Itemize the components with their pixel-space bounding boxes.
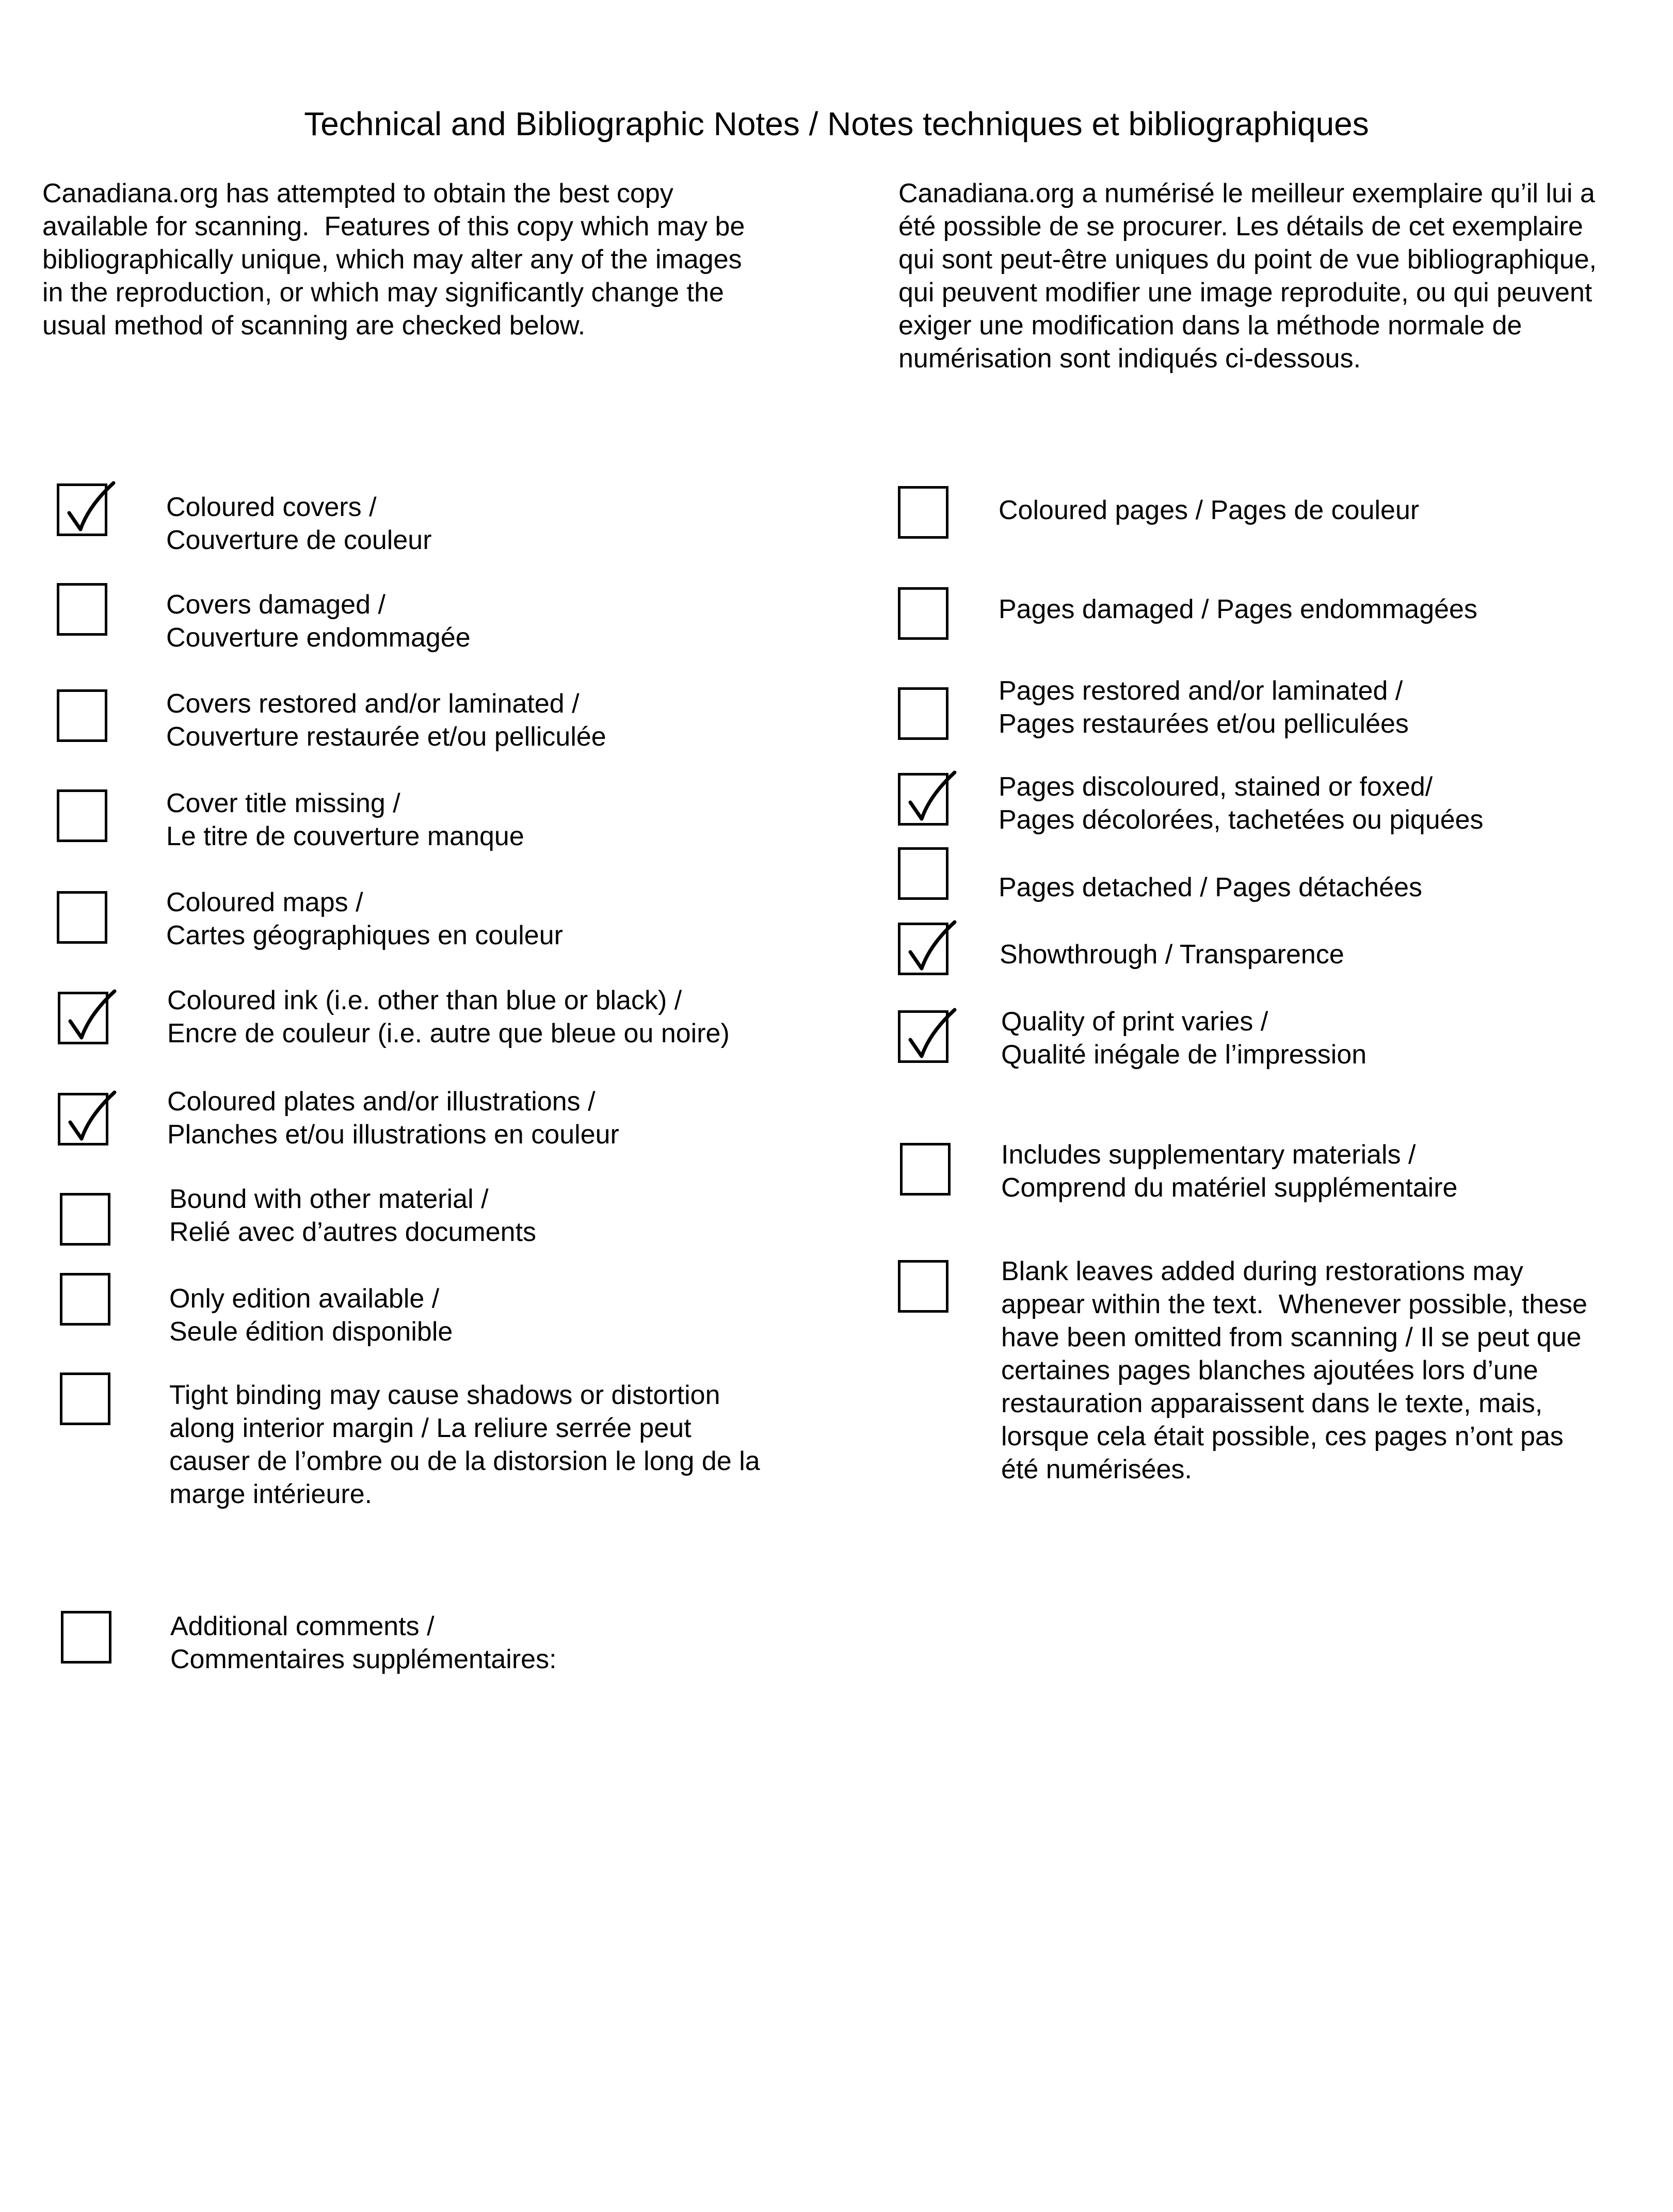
checkbox-coloured-pages[interactable] [898, 486, 948, 539]
checkbox-quality-of-print[interactable] [898, 1010, 948, 1063]
check-mark-icon [898, 1003, 960, 1064]
checkbox-pages-detached[interactable] [898, 847, 948, 900]
check-mark-icon [898, 765, 960, 827]
intro-text-french: Canadiana.org a numérisé le meilleur exemplaire qu’il lui a été possible de se procurer. Les détails de cet exemplaire qui sont peut-être uniques du point de vue bibliographique, qui peuvent modifier une image reproduite, ou qui peuvent exiger une modification dans la méthode normale de numérisation sont indiqués ci-dessous. [898, 179, 1597, 374]
checkbox-only-edition[interactable] [60, 1273, 110, 1326]
checkbox-coloured-ink[interactable] [58, 992, 108, 1044]
note-label-supplementary-materials: Includes supplementary materials / Comprend du matériel supplémentaire [1001, 1140, 1458, 1203]
checkbox-additional-comments[interactable] [61, 1611, 111, 1664]
note-label-quality-of-print: Quality of print varies / Qualité inégale de l’impression [1001, 1007, 1367, 1070]
checkbox-pages-damaged[interactable] [898, 587, 948, 640]
note-label-covers-damaged: Covers damaged / Couverture endommagée [166, 590, 471, 653]
note-label-showthrough: Showthrough / Transparence [1000, 940, 1344, 970]
note-label-coloured-plates: Coloured plates and/or illustrations / Planches et/ou illustrations en couleur [167, 1087, 619, 1150]
note-label-pages-discoloured: Pages discoloured, stained or foxed/ Pages décolorées, tachetées ou piquées [999, 772, 1484, 835]
check-mark-icon [57, 476, 119, 538]
note-label-tight-binding: Tight binding may cause shadows or distortion along interior margin / La reliure serrée peut causer de l’ombre ou de la distorsion le long de la marge intérieure. [169, 1380, 760, 1509]
note-label-pages-damaged: Pages damaged / Pages endommagées [999, 594, 1477, 624]
checkbox-cover-title-missing[interactable] [57, 789, 107, 842]
checkbox-coloured-covers[interactable] [57, 483, 107, 536]
check-mark-icon [58, 984, 120, 1046]
note-label-pages-restored: Pages restored and/or laminated / Pages restaurées et/ou pelliculées [999, 676, 1409, 739]
checkbox-covers-restored[interactable] [57, 689, 107, 742]
checkbox-coloured-plates[interactable] [58, 1093, 108, 1145]
checkbox-pages-discoloured[interactable] [898, 773, 948, 826]
checkbox-pages-restored[interactable] [898, 687, 948, 740]
checkbox-showthrough[interactable] [898, 923, 948, 975]
note-label-coloured-ink: Coloured ink (i.e. other than blue or black) / Encre de couleur (i.e. autre que bleue ou noire) [167, 986, 730, 1048]
note-label-blank-leaves: Blank leaves added during restorations may appear within the text. Whenever possible, these have been omitted from scanning / Il se peut que certaines pages blanches ajoutées lors d’une restauration apparaissent dans le texte, mais, lorsque cela était possible, ces pages n’ont pas été numérisées. [1001, 1256, 1587, 1484]
note-label-bound-with-other: Bound with other material / Relié avec d’autres documents [169, 1184, 537, 1247]
note-label-coloured-covers: Coloured covers / Couverture de couleur [166, 492, 432, 555]
checkbox-coloured-maps[interactable] [57, 891, 107, 944]
note-label-coloured-pages: Coloured pages / Pages de couleur [999, 495, 1420, 525]
note-label-only-edition: Only edition available / Seule édition disponible [169, 1284, 453, 1347]
note-label-cover-title-missing: Cover title missing / Le titre de couverture manque [166, 788, 524, 851]
checkbox-supplementary-materials[interactable] [900, 1143, 951, 1196]
note-label-coloured-maps: Coloured maps / Cartes géographiques en couleur [166, 887, 563, 950]
checkbox-bound-with-other[interactable] [60, 1193, 110, 1246]
note-label-additional-comments: Additional comments / Commentaires supplémentaires: [170, 1611, 557, 1674]
note-label-pages-detached: Pages detached / Pages détachées [999, 873, 1423, 902]
page-title: Technical and Bibliographic Notes / Notes techniques et bibliographiques [304, 105, 1369, 142]
check-mark-icon [58, 1085, 120, 1147]
intro-text-english: Canadiana.org has attempted to obtain the best copy available for scanning. Features of this copy which may be bibliographically unique, which may alter any of the images in the reproduction, or which may significantly change the usual method of scanning are checked below. [42, 179, 745, 341]
check-mark-icon [898, 915, 960, 977]
checkbox-tight-binding[interactable] [60, 1373, 110, 1425]
checkbox-covers-damaged[interactable] [57, 583, 107, 636]
checkbox-blank-leaves[interactable] [898, 1260, 948, 1313]
note-label-covers-restored: Covers restored and/or laminated / Couverture restaurée et/ou pelliculée [166, 689, 606, 752]
